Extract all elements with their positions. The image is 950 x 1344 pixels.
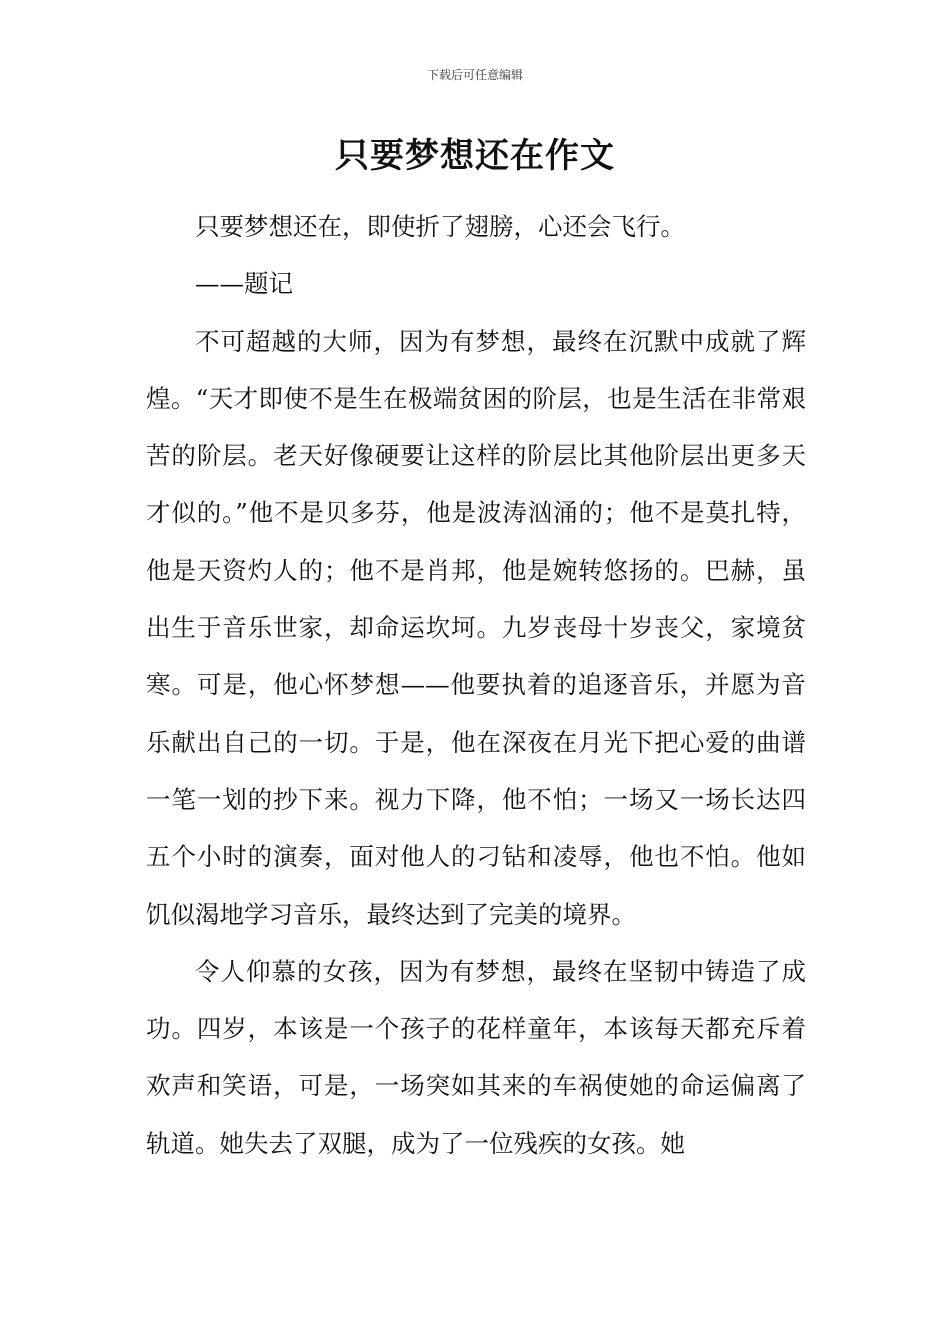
paragraph-epigraph: 只要梦想还在，即使折了翅膀，心还会飞行。 (195, 212, 685, 241)
header-note: 下载后可任意编辑 (426, 68, 523, 82)
document-title: 只要梦想还在作文 (335, 136, 615, 176)
document-body (146, 198, 806, 1172)
paragraph-bach: 不可超越的大师，因为有梦想，最终在沉默中成就了辉煌。“天才即使不是生在极端贫困的阶层，也是生活在非常艰苦的阶层。老天好像硬要让这样的阶层比其他阶层出更多天才似的。”他不是贝多芬，他是波涛汹涌的；他不是莫扎特，他是天资灼人的；他不是肖邦，他是婉转悠扬的。巴赫，虽出生于音乐世家，却命运坎坷。九岁丧母十岁丧父，家境贫寒。可是，他心怀梦想——他要执着的追逐音乐，并愿为音乐献出自己的一切。于是，他在深夜在月光下把心爱的曲谱一笔一划的抄下来。视力下降，他不怕；一场又一场长达四五个小时的演奏，面对他人的刁钻和凌辱，他也不怕。他如饥似渴地学习音乐，最终达到了完美的境界。 (146, 326, 806, 929)
paragraph-epigraph-attribution: ——题记 (195, 269, 293, 299)
paragraph-girl: 令人仰慕的女孩，因为有梦想，最终在坚韧中铸造了成功。四岁，本该是一个孩子的花样童年，本该每天都充斥着欢声和笑语，可是，一场突如其来的车祸使她的命运偏离了轨道。她失去了双腿，成为了一位残疾的女孩。她 (146, 956, 806, 1158)
